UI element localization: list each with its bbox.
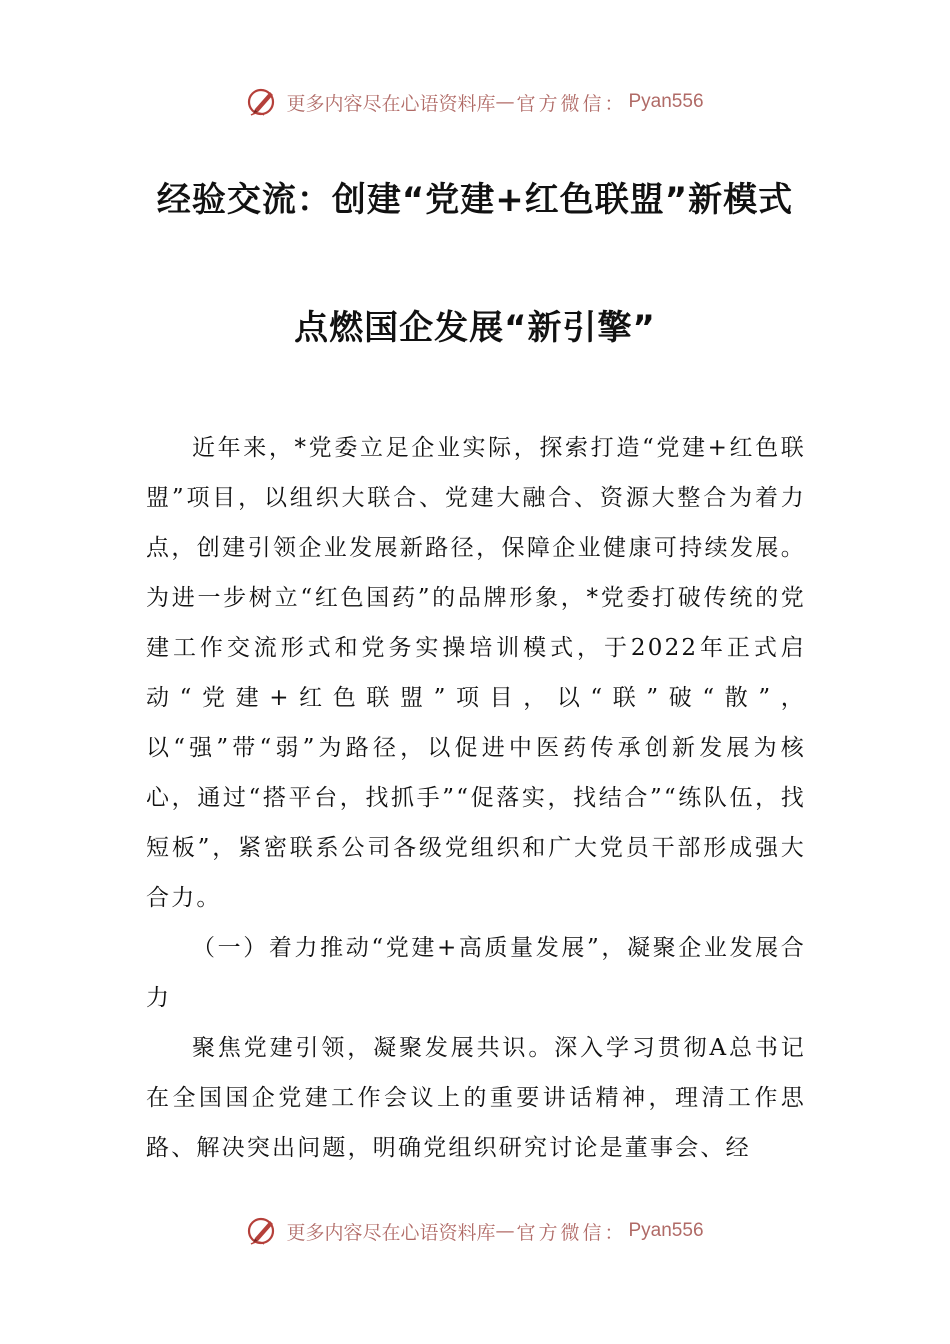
pen-logo-icon: [246, 1214, 280, 1248]
document-title-line2: 点燃国企发展“新引擎”: [294, 308, 656, 348]
body-paragraph-section1: 聚焦党建引领，凝聚发展共识。深入学习贯彻A总书记在全国国企党建工作会议上的重要讲话精神，理清工作思路、解决突出问题，明确党组织研究讨论是董事会、经: [146, 1035, 806, 1161]
watermark-footer: [0, 1211, 950, 1251]
watermark-header: [0, 82, 950, 122]
watermark-official: 官方微信：: [516, 92, 627, 115]
pen-logo-icon: [246, 85, 280, 119]
watermark-separator: —: [495, 1220, 515, 1242]
body-paragraph-intro: 近年来，*党委立足企业实际，探索打造“党建+红色联盟”项目，以组织大联合、党建大融合、资源大整合为着力点，创建引领企业发展新路径，保障企业健康可持续发展。为进一步树立“红色国药”的品牌形象，*党委打破传统的党建工作交流形式和党务实操培训模式，于2022年正式启动“党建+红色联盟”项目，以“联”破“散”，以“强”带“弱”为路径，以促进中医药传承创新发展为核心，通过“搭平台，找抓手”“促落实，找结合”“练队伍，找短板”，紧密联系公司各级党组织和广大党员干部形成强大合力。: [146, 435, 806, 911]
watermark-id: Pyan556: [628, 91, 704, 112]
watermark-text: 更多内容尽在心语资料库: [286, 1221, 496, 1244]
watermark-separator: —: [495, 91, 515, 113]
section-heading-1: （一）着力推动“党建+高质量发展”，凝聚企业发展合力: [146, 935, 806, 1011]
watermark-text: 更多内容尽在心语资料库: [286, 92, 496, 115]
watermark-id: Pyan556: [628, 1220, 704, 1241]
watermark-official: 官方微信：: [516, 1221, 627, 1244]
document-title-line1: 经验交流：创建“党建+红色联盟”新模式: [156, 180, 794, 220]
